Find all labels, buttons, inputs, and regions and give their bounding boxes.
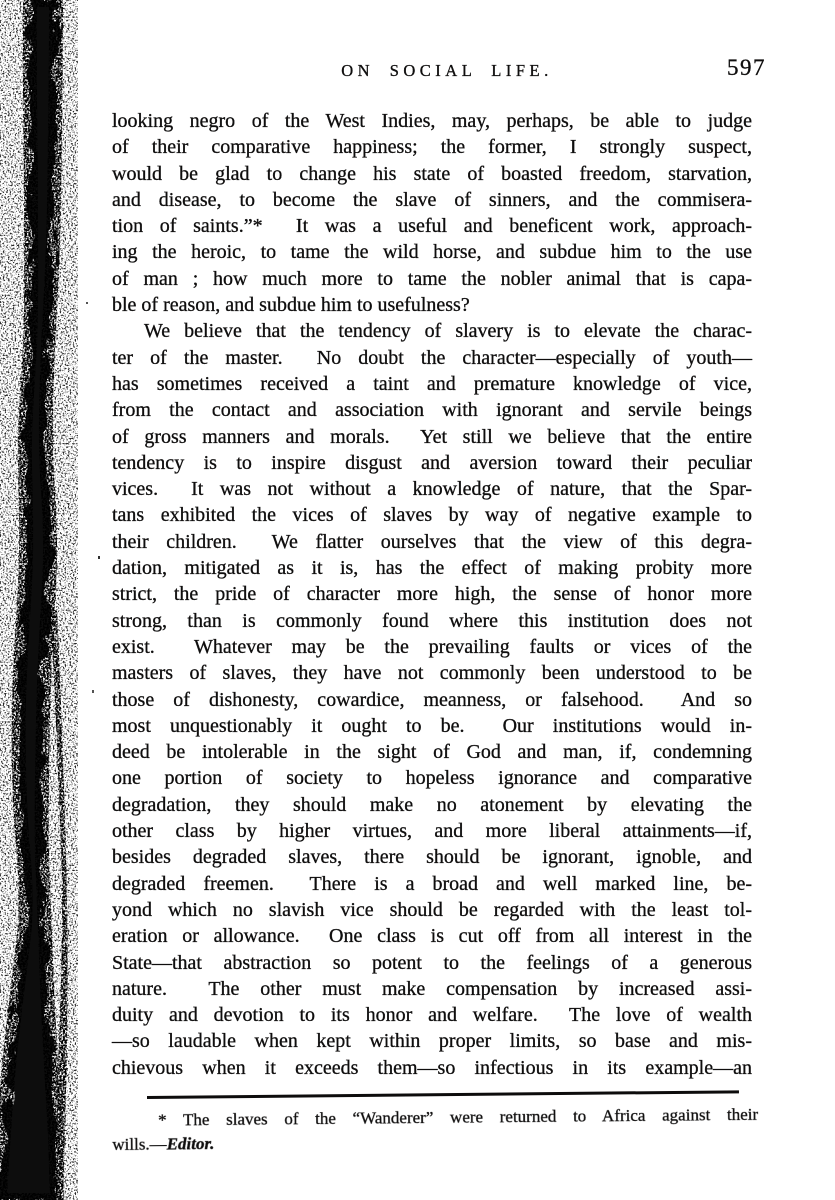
text-line: of their comparative happiness; the former, I strongly suspect, (112, 136, 752, 159)
text-line: dation, mitigated as it is, has the effect of making probity more (112, 557, 752, 580)
text-line: besides degraded slaves, there should be ignorant, ignoble, and (112, 846, 752, 869)
text-line: State—that abstraction so potent to the feelings of a generous (112, 951, 752, 974)
page-body (112, 108, 752, 1081)
text-line: one portion of society to hopeless ignorance and comparative (112, 767, 752, 790)
page-number: 597 (727, 55, 766, 80)
text-line: those of dishonesty, cowardice, meanness, or falsehood. And so (112, 688, 752, 711)
text-line: strict, the pride of character more high, the sense of honor more (112, 583, 752, 606)
text-line: of man ; how much more to tame the nobler animal that is capa- (112, 267, 752, 290)
text-line: degradation, they should make no atonement by elevating the (112, 793, 752, 816)
binding-shadow-artifact (0, 0, 100, 1200)
text-line: yond which no slavish vice should be regarded with the least tol- (112, 898, 752, 921)
text-line: of gross manners and morals. Yet still we believe that the entire (112, 425, 752, 448)
text-line: eration or allowance. One class is cut off from all interest in the (112, 925, 752, 948)
text-line: degraded freemen. There is a broad and well marked line, be- (112, 872, 752, 895)
text-line: —so laudable when kept within proper limits, so base and mis- (112, 1030, 752, 1053)
text-line: most unquestionably it ought to be. Our institutions would in- (112, 714, 752, 737)
text-line: and disease, to become the slave of sinners, and the commisera- (112, 188, 752, 211)
footnote-section (112, 1103, 758, 1156)
text-line: vices. It was not without a knowledge of nature, that the Spar- (112, 478, 752, 501)
footnote-rule (147, 1090, 739, 1099)
text-line: ble of reason, and subdue him to usefulness? (112, 294, 470, 317)
text-line: We believe that the tendency of slavery is to elevate the charac- (144, 320, 752, 343)
text-line: ter of the master. No doubt the character—especially of youth— (112, 346, 752, 369)
text-line: would be glad to change his state of boasted freedom, starvation, (112, 162, 752, 185)
text-line: tans exhibited the vices of slaves by way of negative example to (112, 504, 752, 527)
text-line: nature. The other must make compensation by increased assi- (112, 977, 752, 1000)
text-line: chievous when it exceeds them—so infectious in its example—an (112, 1056, 752, 1079)
page-header (113, 61, 753, 81)
text-line: masters of slaves, they have not commonly been understood to be (112, 662, 752, 685)
footnote-line-2-text: wills.— (112, 1133, 167, 1154)
text-line: other class by higher virtues, and more liberal attainments—if, (112, 820, 752, 843)
text-line: has sometimes received a taint and premature knowledge of vice, (112, 372, 752, 395)
text-line: their children. We flatter ourselves that the view of this degra- (112, 530, 752, 553)
running-title: ON SOCIAL LIFE. (341, 61, 553, 80)
text-line: looking negro of the West Indies, may, perhaps, be able to judge (112, 110, 752, 132)
text-line: duity and devotion to its honor and welfare. The love of wealth (112, 1004, 752, 1027)
text-line: from the contact and association with ignorant and servile beings (112, 399, 752, 422)
text-line: exist. Whatever may be the prevailing faults or vices of the (112, 635, 752, 658)
text-line: strong, than is commonly found where this institution does not (112, 609, 752, 632)
text-line: tendency is to inspire disgust and aversion toward their peculiar (112, 451, 752, 474)
text-line: ing the heroic, to tame the wild horse, and subdue him to the use (112, 241, 752, 264)
footnote-line-1: * The slaves of the “Wanderer” were returned to Africa against their (158, 1104, 759, 1130)
text-line: tion of saints.”* It was a useful and beneficent work, approach- (112, 215, 752, 238)
text-line: deed be intolerable in the sight of God and man, if, condemning (112, 741, 752, 764)
footnote-editor-credit: Editor. (166, 1133, 215, 1153)
